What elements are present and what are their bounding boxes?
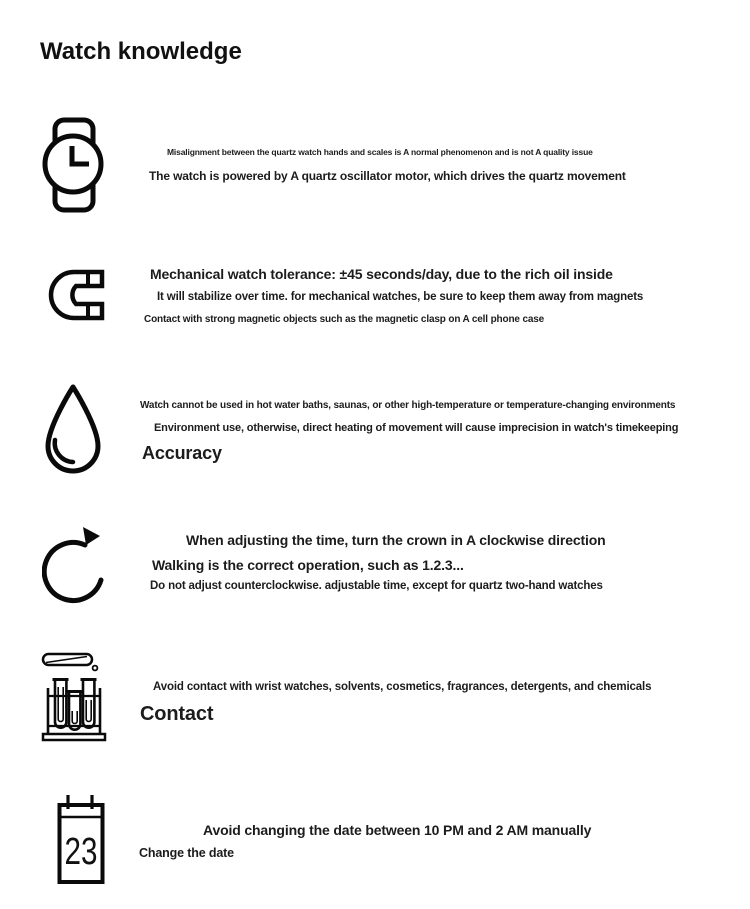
section-text: Change the date xyxy=(139,846,234,860)
section-headline: Contact xyxy=(140,703,214,725)
water-drop-icon xyxy=(42,382,104,478)
clockwise-arrow-icon xyxy=(42,526,108,608)
section-text: The watch is powered by A quartz oscillator motor, which drives the quartz movement xyxy=(149,169,626,183)
section-text: Environment use, otherwise, direct heating of movement will cause imprecision in watch's timekeeping xyxy=(154,422,679,434)
section-headline: Accuracy xyxy=(142,443,222,463)
magnet-icon xyxy=(42,266,106,324)
calendar-icon xyxy=(57,793,105,885)
section-headline: Avoid changing the date between 10 PM and 2 AM manually xyxy=(203,822,592,838)
section-note: Watch cannot be used in hot water baths, saunas, or other high-temperature or temperature-changing environments xyxy=(140,400,676,411)
section-text: Walking is the correct operation, such as 1.2.3... xyxy=(152,557,464,573)
section-text: Avoid contact with wrist watches, solvents, cosmetics, fragrances, detergents, and chemicals xyxy=(153,681,652,693)
page-title: Watch knowledge xyxy=(40,38,242,65)
section-note: Misalignment between the quartz watch hands and scales is A normal phenomenon and is not A quality issue xyxy=(167,147,593,157)
section-note: Contact with strong magnetic objects such as the magnetic clasp on A cell phone case xyxy=(144,314,545,325)
section-headline: When adjusting the time, turn the crown in A clockwise direction xyxy=(186,532,606,548)
section-note: Do not adjust counterclockwise. adjustable time, except for quartz two-hand watches xyxy=(150,580,603,592)
calendar-day-number: 23 xyxy=(64,831,98,873)
section-headline: Mechanical watch tolerance: ±45 seconds/day, due to the rich oil inside xyxy=(150,266,613,282)
test-tubes-icon xyxy=(40,650,108,744)
watch-icon xyxy=(42,115,106,215)
section-text: It will stabilize over time. for mechanical watches, be sure to keep them away from magnets xyxy=(157,291,644,303)
